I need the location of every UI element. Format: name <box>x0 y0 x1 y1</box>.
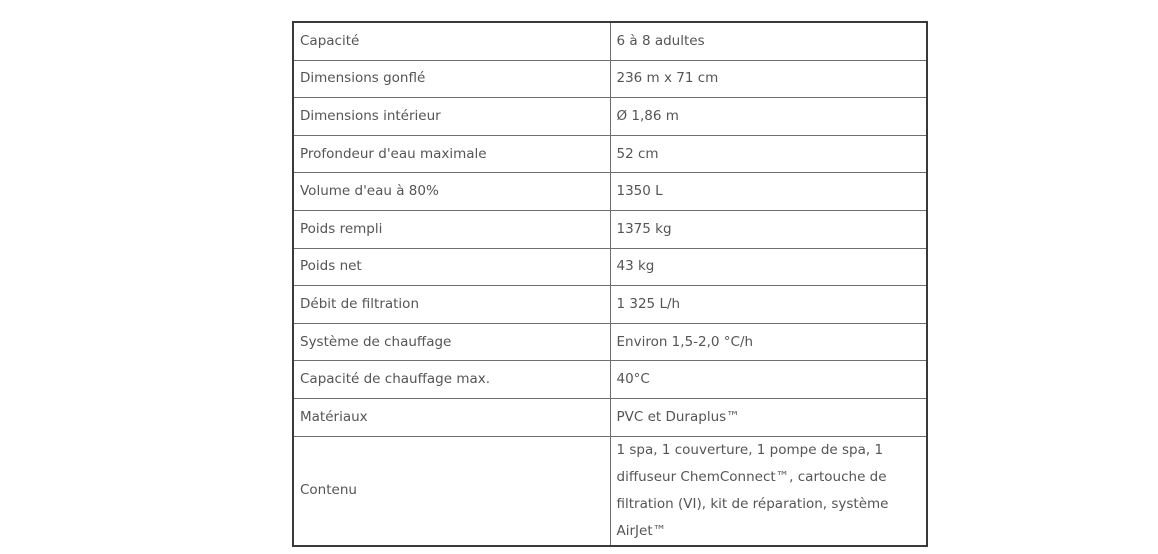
table-row <box>293 361 927 399</box>
spec-label: Poids net <box>293 248 610 286</box>
table-row <box>293 210 927 248</box>
spec-label: Débit de filtration <box>293 286 610 324</box>
spec-value: 1 325 L/h <box>610 286 927 324</box>
spec-label: Capacité <box>293 22 610 60</box>
table-row <box>293 286 927 324</box>
spec-value: 236 m x 71 cm <box>610 60 927 98</box>
table-row <box>293 173 927 211</box>
table-row <box>293 135 927 173</box>
spec-value: 1350 L <box>610 173 927 211</box>
table-row <box>293 22 927 60</box>
table-row <box>293 248 927 286</box>
spec-label: Système de chauffage <box>293 323 610 361</box>
spec-label: Profondeur d'eau maximale <box>293 135 610 173</box>
table-row <box>293 323 927 361</box>
spec-value: 40°C <box>610 361 927 399</box>
spec-label: Matériaux <box>293 398 610 436</box>
table-row <box>293 98 927 136</box>
table-row <box>293 398 927 436</box>
table-row <box>293 436 927 546</box>
spec-label: Capacité de chauffage max. <box>293 361 610 399</box>
spec-value: 1 spa, 1 couverture, 1 pompe de spa, 1 diffuseur ChemConnect™, cartouche de filtration (VI), kit de réparation, système AirJet™ <box>610 436 927 546</box>
spec-value: PVC et Duraplus™ <box>610 398 927 436</box>
spec-label: Dimensions gonflé <box>293 60 610 98</box>
spec-label: Poids rempli <box>293 210 610 248</box>
spec-value: 6 à 8 adultes <box>610 22 927 60</box>
spec-value: 52 cm <box>610 135 927 173</box>
spec-label: Contenu <box>293 436 610 546</box>
spec-value: 43 kg <box>610 248 927 286</box>
spec-value: Environ 1,5-2,0 °C/h <box>610 323 927 361</box>
spec-table <box>292 21 928 547</box>
table-row <box>293 60 927 98</box>
spec-label: Volume d'eau à 80% <box>293 173 610 211</box>
spec-value: 1375 kg <box>610 210 927 248</box>
spec-value: Ø 1,86 m <box>610 98 927 136</box>
spec-label: Dimensions intérieur <box>293 98 610 136</box>
